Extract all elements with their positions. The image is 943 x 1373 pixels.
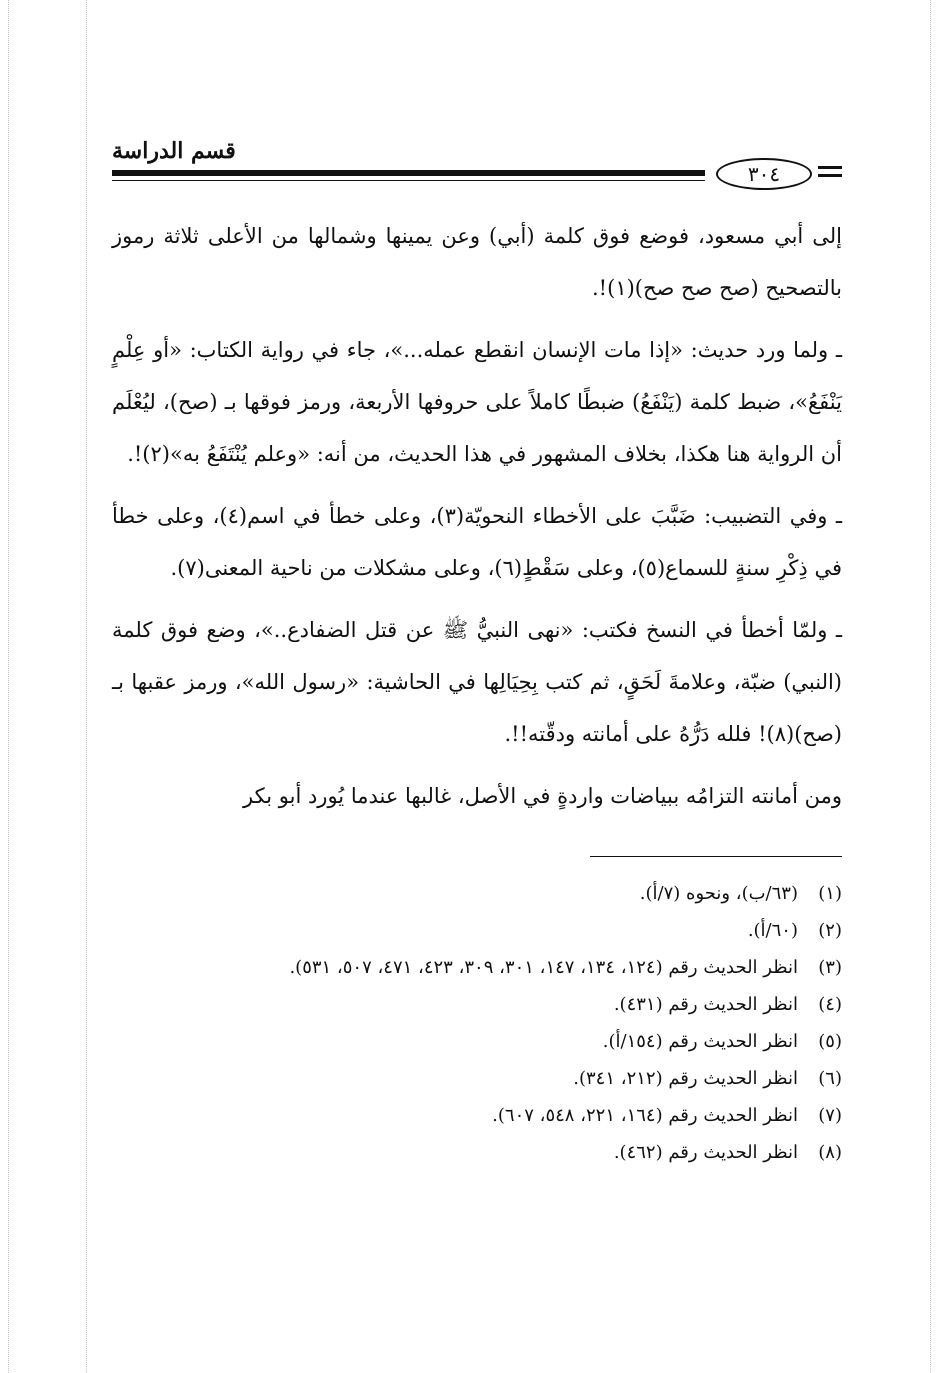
section-title: قسم الدراسة (112, 138, 236, 164)
footnote (112, 1097, 842, 1134)
footnote-number: (٤) (818, 994, 842, 1015)
footnote-number: (١) (818, 883, 842, 904)
footnote-number: (٧) (818, 1105, 842, 1126)
footnote-number: (٦) (818, 1068, 842, 1089)
header-tick-mark (818, 166, 842, 169)
header-rule (112, 170, 705, 176)
footnote (112, 1134, 842, 1171)
footnote (112, 986, 842, 1023)
header-tick-mark (818, 174, 842, 177)
paragraph: ـ وفي التضبيب: ضَبَّبَ على الأخطاء النحويّة(٣)، وعلى خطأ في اسم(٤)، وعلى خطأ في ذِكْرِ سنةٍ للسماع(٥)، وعلى سَقْطٍ(٦)، وعلى مشكلات من ناحية المعنى(٧). (112, 504, 843, 580)
footnote-text: انظر الحديث رقم (٢١٢، ٣٤١). (573, 1068, 798, 1089)
paragraph: ومن أمانته التزامُه ببياضات واردةٍ في الأصل، غالبها عندما يُورد أبو بكر (243, 784, 842, 808)
footnote-text: انظر الحديث رقم (٤٣١). (613, 994, 798, 1015)
footnote-number: (٨) (818, 1142, 842, 1163)
footnote-text: انظر الحديث رقم (١٥٤/أ). (602, 1031, 798, 1052)
footnote (112, 875, 842, 912)
paragraph: إلى أبي مسعود، فوضع فوق كلمة (أبي) وعن يمينها وشمالها من الأعلى ثلاثة رموز بالتصحيح (صح صح صح)(١)!. (112, 224, 842, 300)
footnote-divider (590, 856, 842, 857)
footnote-number: (٢) (818, 920, 842, 941)
footnote-text: انظر الحديث رقم (١٢٤، ١٣٤، ١٤٧، ٣٠١، ٣٠٩، ٤٢٣، ٤٧١، ٥٠٧، ٥٣١). (289, 957, 798, 978)
footnote (112, 1060, 842, 1097)
paragraph: ـ ولمّا أخطأ في النسخ فكتب: «نهى النبيُّ ﷺ عن قتل الضفادع..»، وضع فوق كلمة (النبي) ضبّة، وعلامةَ لَحَقٍ، ثم كتب بِحِيَالِها في الحاشية: «رسول الله»، ورمز عقبها بـ (صح)(٨)! فلله دَرُّهُ على أمانته ودقّته!!. (112, 618, 842, 746)
footnote-number: (٣) (818, 957, 842, 978)
footnote-text: انظر الحديث رقم (٤٦٢). (613, 1142, 798, 1163)
footnote-text: انظر الحديث رقم (١٦٤، ٢٢١، ٥٤٨، ٦٠٧). (492, 1105, 798, 1126)
header-rule-thin (112, 180, 705, 181)
footnote (112, 949, 842, 986)
book-page (112, 136, 842, 1171)
footnote-number: (٥) (818, 1031, 842, 1052)
footnote (112, 1023, 842, 1060)
page-number: ٣٠٤ (716, 158, 812, 190)
footnote-text: (٦٣/ب)، ونحوه (٧/أ). (639, 883, 798, 904)
page-header (112, 136, 842, 188)
footnotes (112, 875, 842, 1171)
main-text (112, 210, 842, 822)
paragraph: ـ ولما ورد حديث: «إذا مات الإنسان انقطع عمله...»، جاء في رواية الكتاب: «أو عِلْمٍ يَنْفَعُ»، ضبط كلمة (يَنْفَعُ) ضبطًا كاملاً على حروفها الأربعة، ورمز فوقها بـ (صح)، ليُعْلَم أن الرواية هنا هكذا، بخلاف المشهور في هذا الحديث، من أنه: «وعلم يُنْتَفَعُ به»(٢)!. (112, 338, 842, 466)
footnote (112, 912, 842, 949)
footnote-text: (٦٠/أ). (747, 920, 798, 941)
